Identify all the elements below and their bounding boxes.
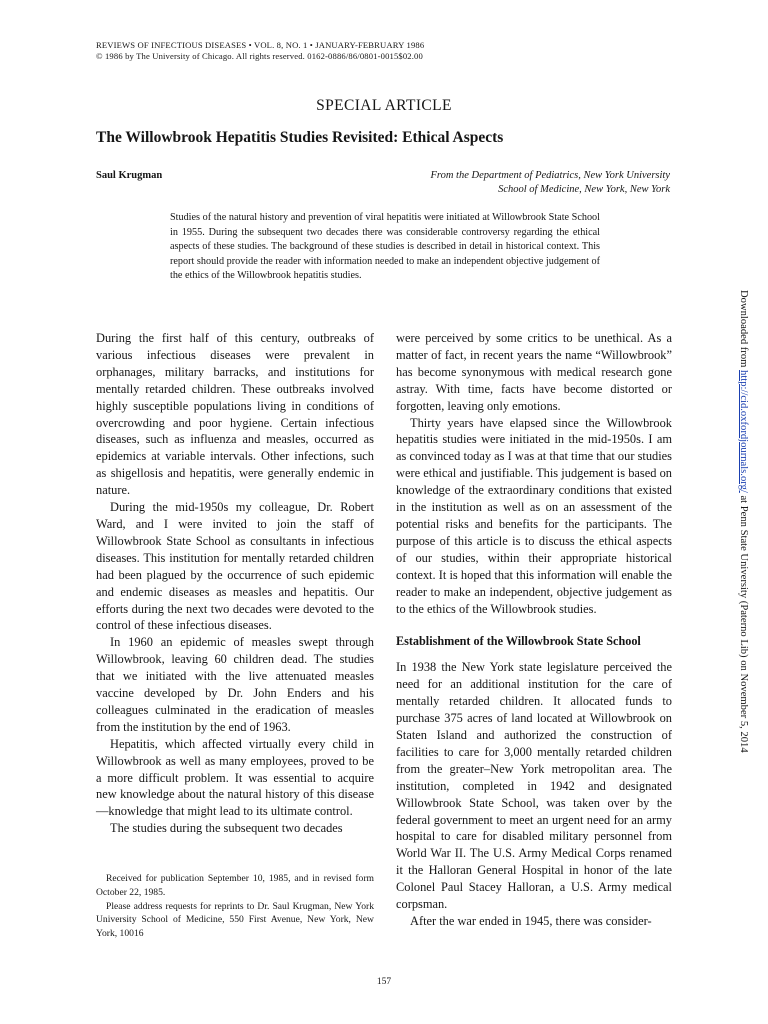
footnotes — [96, 872, 374, 941]
body-paragraph: In 1960 an epidemic of measles swept through Willowbrook, leaving 60 children dead. The studies that we initiated with the live attenuated measles vaccine developed by Dr. John Enders and his colleagues culminated in the eradication of measles from the institution by the end of 1963. — [96, 635, 374, 734]
journal-line: REVIEWS OF INFECTIOUS DISEASES • VOL. 8, NO. 1 • JANUARY-FEBRUARY 1986 — [96, 40, 425, 50]
body-paragraph: During the mid-1950s my colleague, Dr. Robert Ward, and I were invited to join the staff of Willowbrook State School as consultants in infectious diseases. This institution for mentally retarded children had been plagued by the occurrence of such epidemic and endemic diseases as measles and hepatitis. Our efforts during the next two decades were devoted to the control of these infectious diseases. — [96, 500, 374, 633]
body-paragraph: After the war ended in 1945, there was consider- — [410, 914, 652, 928]
page-number: 157 — [376, 977, 392, 987]
download-watermark — [736, 290, 750, 753]
body-paragraph: were perceived by some critics to be unethical. As a matter of fact, in recent years the name “Willowbrook” has become synonymous with medical research gone astray. With time, facts have become distorted or forgotten, leaving only emotions. — [396, 331, 672, 413]
affiliation-line-1: From the Department of Pediatrics, New York University — [430, 170, 670, 181]
right-column — [396, 330, 672, 930]
body-paragraph: The studies during the subsequent two decades — [110, 821, 343, 836]
copyright-line: © 1986 by The University of Chicago. All rights reserved. 0162-0886/86/0801-0015$02.00 — [96, 51, 423, 61]
body-paragraph: Thirty years have elapsed since the Willowbrook hepatitis studies were initiated in the mid-1950s. I am as convinced today as I was at that time that our studies were ethical and justifiable. This judgement is based on knowledge of the extraordinary conditions that existed in the institution as well as on an assessment of the potential risks and benefits for the participants. The purpose of this article is to discuss the ethical aspects of our studies, within their appropriate historical context. It is hoped that this information will enable the reader to make an independent, objective judgement as to the ethics of the Willowbrook studies. — [396, 415, 672, 616]
footnote-received: Received for publication September 10, 1985, and in revised form October 22, 1985. — [96, 873, 374, 898]
section-heading: Establishment of the Willowbrook State School — [396, 634, 641, 649]
body-paragraph: During the first half of this century, outbreaks of various infectious diseases were prevalent in orphanages, military barracks, and institutions for mentally retarded children. These outbreaks involved highly susceptible populations living in conditions of overcrowding and poor hygiene. Certain infectious diseases, such as influenza and measles, occurred as epidemics at variable intervals. Other infections, such as shigellosis and hepatitis, were generally endemic in nature. — [96, 331, 374, 498]
author-name: Saul Krugman — [96, 170, 163, 181]
left-column — [96, 330, 374, 837]
affiliation-line-2: School of Medicine, New York, New York — [498, 184, 670, 195]
author-affiliation — [370, 169, 670, 197]
download-prefix: Downloaded from — [738, 290, 749, 371]
journal-header — [96, 40, 424, 62]
footnote-reprints: Please address requests for reprints to Dr. Saul Krugman, New York University School of Medicine, 550 First Avenue, New York, New York, 10016 — [96, 900, 374, 940]
abstract-text: Studies of the natural history and prevention of viral hepatitis were initiated at Willowbrook State School in 1955. During the subsequent two decades there was considerable controversy regarding the ethical aspects of these studies. The background of these studies is described in detail in historical context. This report should provide the reader with information needed to make an independent objective judgement of the ethics of the Willowbrook hepatitis studies. — [170, 212, 600, 282]
article-title: The Willowbrook Hepatitis Studies Revisited: Ethical Aspects — [96, 129, 504, 146]
abstract — [170, 211, 600, 284]
journal-site-link[interactable]: http://cid.oxfordjournals.org/ — [738, 370, 749, 493]
download-suffix: at Penn State University (Paterno Lib) on November 5, 2014 — [738, 492, 749, 753]
body-paragraph: In 1938 the New York state legislature perceived the need for an additional institution for the care of mentally retarded children. It allocated funds to purchase 375 acres of land located at Willowbrook on Staten Island and authorized the construction of facilities to care for 3,000 mentally retarded children from the greater–New York metropolitan area. The institution, completed in 1942 and designated Willowbrook State School, was taken over by the federal government to meet an urgent need for an army hospital to care for disabled military personnel from World War II. The U.S. Army Medical Corps renamed it the Halloran General Hospital in honor of the late Colonel Paul Stacey Halloran, a U.S. Army medical corpsman. — [396, 660, 672, 912]
body-paragraph: Hepatitis, which affected virtually every child in Willowbrook as well as many employees, proved to be a more difficult problem. It was essential to acquire new knowledge about the natural history of this disease—knowledge that might lead to its ultimate control. — [96, 736, 374, 819]
section-label: SPECIAL ARTICLE — [316, 97, 452, 114]
